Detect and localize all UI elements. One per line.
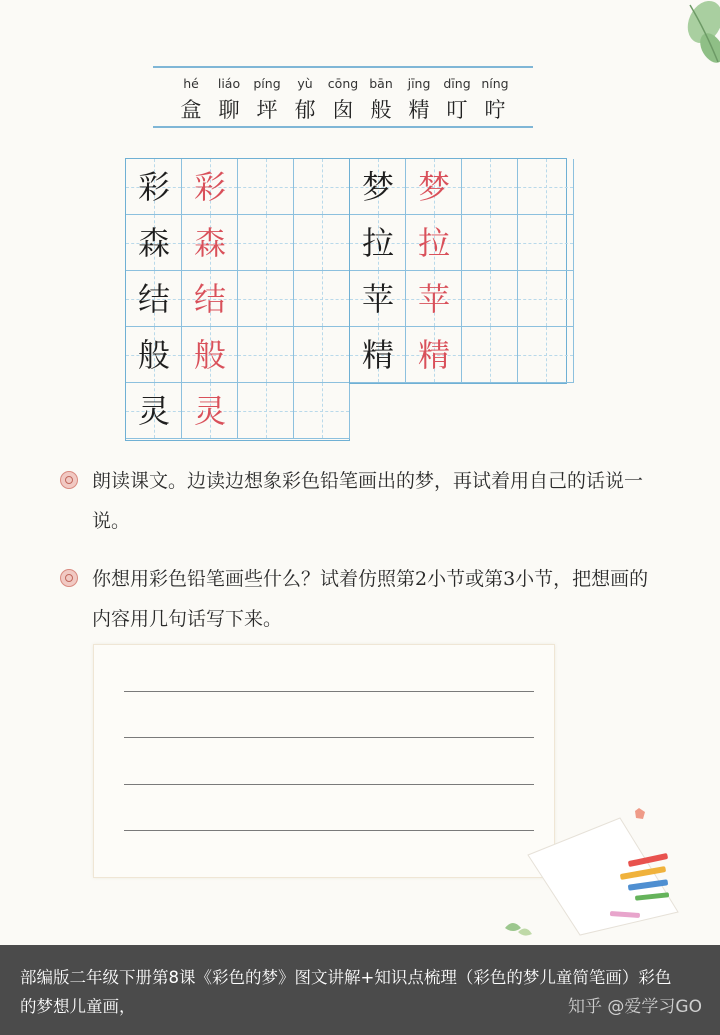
trace-character: 彩 (193, 168, 226, 206)
leaf-decoration-icon (660, 0, 720, 70)
grid-cell[interactable] (238, 327, 294, 383)
grid-cell[interactable] (238, 383, 294, 439)
answer-line[interactable] (124, 691, 534, 692)
answer-card (93, 644, 555, 878)
grid-cell[interactable] (518, 159, 574, 215)
vocabulary-top-rule (153, 66, 533, 68)
grid-cell[interactable] (518, 215, 574, 271)
vocab-pinyin: liáo (217, 76, 241, 91)
vocab-character: 叮 (446, 98, 468, 122)
model-character: 森 (137, 224, 170, 262)
vocab-character: 聊 (218, 98, 240, 122)
question-bullet-icon (60, 569, 78, 587)
model-character: 彩 (137, 168, 170, 206)
answer-line[interactable] (124, 784, 534, 785)
grid-cell[interactable] (294, 215, 350, 271)
trace-character: 般 (193, 336, 226, 374)
writing-grid-left (125, 158, 350, 441)
model-character: 精 (361, 336, 394, 374)
grid-cell (126, 215, 182, 271)
question-write (60, 559, 650, 639)
vocab-character: 盒 (180, 98, 202, 122)
grid-cell (406, 327, 462, 383)
vocabulary-box (153, 66, 533, 130)
caption-bar (0, 945, 720, 1035)
grid-cell (126, 327, 182, 383)
trace-character: 苹 (417, 280, 450, 318)
grid-cell (350, 327, 406, 383)
trace-character: 精 (417, 336, 450, 374)
vocab-pinyin: jīng (407, 76, 431, 91)
grid-cell (182, 383, 238, 439)
model-character: 苹 (361, 280, 394, 318)
grid-cell[interactable] (294, 327, 350, 383)
grid-cell[interactable] (462, 327, 518, 383)
grid-cell (182, 327, 238, 383)
question-text: 朗读课文。边读边想象彩色铅笔画出的梦，再试着用自己的话说一说。 (92, 470, 644, 532)
grid-cell[interactable] (294, 271, 350, 327)
caption-text: 部编版二年级下册第8课《彩色的梦》图文讲解+知识点梳理（彩色的梦儿童简笔画）彩色的梦想儿童画， (20, 968, 672, 1016)
vocab-pinyin: dīng (443, 76, 471, 91)
trace-character: 结 (193, 280, 226, 318)
model-character: 拉 (361, 224, 394, 262)
watermark: 知乎 @爱学习GO (568, 997, 702, 1017)
vocab-pinyin: níng (481, 76, 509, 91)
crayons-paper-illustration-icon (500, 800, 710, 940)
vocab-character: 精 (408, 98, 430, 122)
vocab-pinyin: bān (369, 76, 393, 91)
grid-cell (350, 215, 406, 271)
grid-cell (406, 271, 462, 327)
grid-cell (182, 271, 238, 327)
model-character: 般 (137, 336, 170, 374)
grid-cell (126, 271, 182, 327)
grid-cell (126, 383, 182, 439)
answer-line[interactable] (124, 737, 534, 738)
vocab-character: 囱 (332, 98, 354, 122)
trace-character: 森 (193, 224, 226, 262)
grid-cell[interactable] (294, 159, 350, 215)
grid-cell[interactable] (462, 159, 518, 215)
vocab-pinyin: píng (253, 76, 281, 91)
grid-cell[interactable] (294, 383, 350, 439)
question-read-aloud (60, 461, 650, 541)
vocabulary-bottom-rule (153, 126, 533, 128)
grid-cell[interactable] (238, 271, 294, 327)
grid-cell (182, 215, 238, 271)
grid-cell[interactable] (238, 215, 294, 271)
grid-cell[interactable] (518, 327, 574, 383)
vocab-character: 咛 (484, 98, 506, 122)
vocab-character: 般 (370, 98, 392, 122)
vocab-pinyin: yù (297, 76, 313, 91)
grid-cell (406, 215, 462, 271)
question-bullet-icon (60, 471, 78, 489)
grid-cell[interactable] (238, 159, 294, 215)
vocab-character: 坪 (256, 98, 278, 122)
model-character: 灵 (137, 392, 170, 430)
grid-cell[interactable] (462, 215, 518, 271)
model-character: 梦 (361, 168, 394, 206)
grid-cell[interactable] (462, 271, 518, 327)
model-character: 结 (137, 280, 170, 318)
trace-character: 拉 (417, 224, 450, 262)
vocab-pinyin: hé (183, 76, 199, 91)
grid-cell (350, 159, 406, 215)
vocab-pinyin: cōng (327, 76, 359, 91)
vocab-character: 郁 (294, 98, 316, 122)
question-text: 你想用彩色铅笔画些什么？试着仿照第2小节或第3小节，把想画的内容用几句话写下来。 (92, 568, 649, 630)
grid-cell[interactable] (518, 271, 574, 327)
answer-line[interactable] (124, 830, 534, 831)
grid-cell (182, 159, 238, 215)
trace-character: 梦 (417, 168, 450, 206)
grid-cell (126, 159, 182, 215)
trace-character: 灵 (193, 392, 226, 430)
grid-cell (350, 271, 406, 327)
writing-grid-right (349, 158, 567, 384)
grid-cell (406, 159, 462, 215)
